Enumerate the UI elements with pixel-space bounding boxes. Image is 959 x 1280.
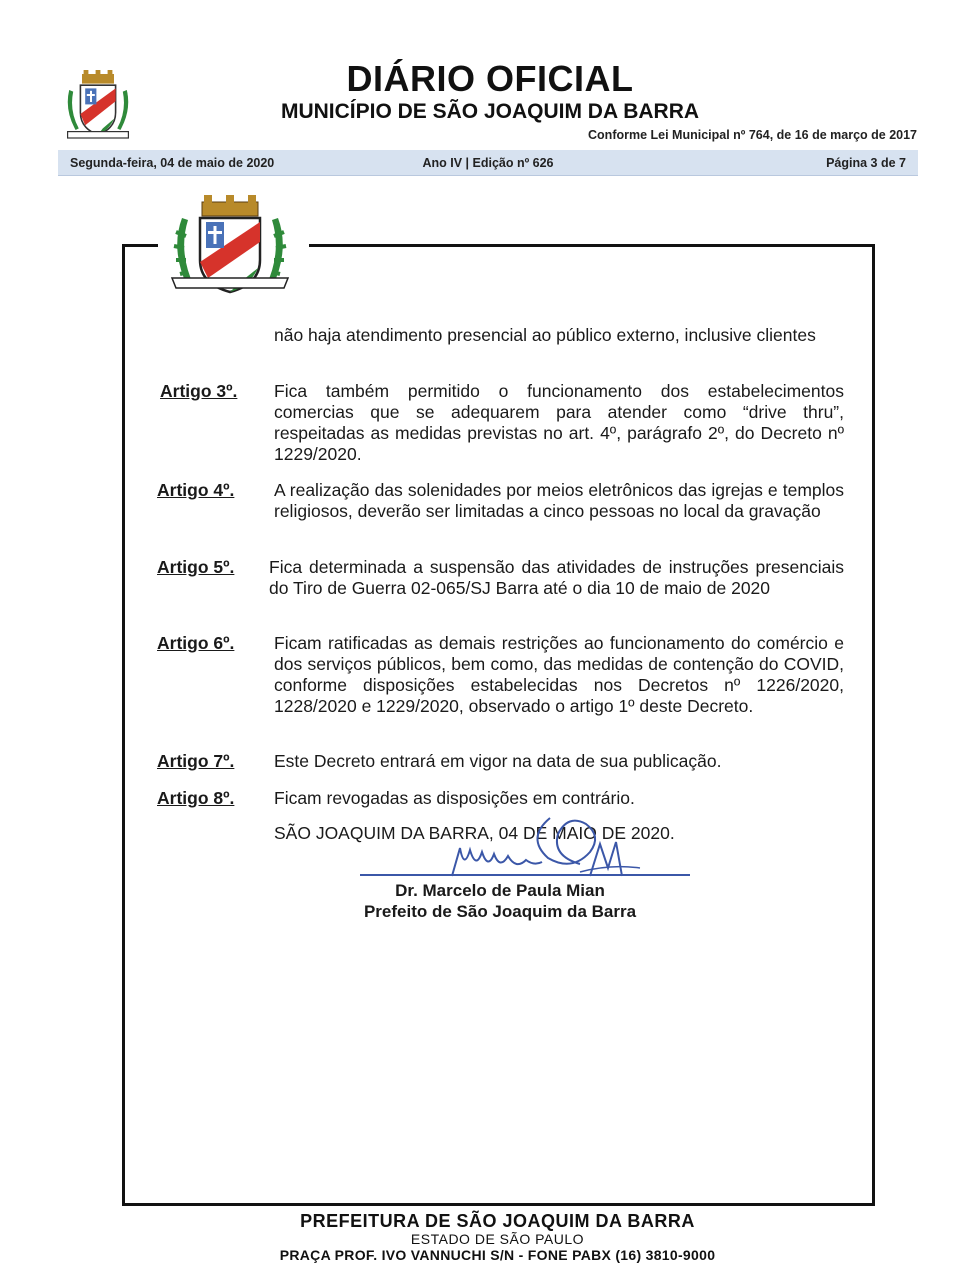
frame-border (309, 244, 875, 247)
article-label: Artigo 4º. (157, 480, 235, 500)
publication-date: Segunda-feira, 04 de maio de 2020 (70, 156, 275, 170)
frame-border (122, 244, 125, 1206)
article-label: Artigo 7º. (157, 751, 235, 771)
signer-role: Prefeito de São Joaquim da Barra (363, 902, 637, 921)
journal-title: DIÁRIO OFICIAL (346, 58, 634, 99)
footer-institution: PREFEITURA DE SÃO JOAQUIM DA BARRA (300, 1211, 695, 1231)
article-text: Ficam revogadas as disposições em contrário. (274, 788, 635, 808)
signature-line (360, 874, 690, 876)
footer-address: PRAÇA PROF. IVO VANNUCHI S/N - FONE PABX (16) 3810-9000 (279, 1247, 716, 1263)
municipality-name: MUNICÍPIO DE SÃO JOAQUIM DA BARRA (280, 100, 700, 123)
legal-basis: Conforme Lei Municipal nº 764, de 16 de março de 2017 (588, 128, 917, 142)
article-text: Este Decreto entrará em vigor na data de sua publicação. (274, 751, 722, 771)
page-number: Página 3 de 7 (826, 156, 906, 170)
article-text: Fica também permitido o funcionamento dos estabelecimentos comercias que se adequarem para atender como “drive thru”, respeitadas as medidas previstas no art. 4º, parágrafo 2º, do Decreto nº 1229/2020. (274, 381, 844, 464)
frame-border (122, 1203, 875, 1206)
signer-block (300, 880, 700, 922)
place-and-date: SÃO JOAQUIM DA BARRA, 04 DE MAIO DE 2020. (274, 823, 675, 843)
edition-number: Ano IV | Edição nº 626 (422, 156, 554, 170)
frame-border (872, 244, 875, 1206)
article-label: Artigo 3º. (160, 381, 238, 401)
article-text: Fica determinada a suspensão das atividades de instruções presenciais do Tiro de Guerra 02-065/SJ Barra até o dia 10 de maio de 2020 (269, 557, 844, 598)
municipal-crest-small-icon (58, 66, 138, 146)
municipal-crest-large-icon (168, 192, 292, 304)
article-label: Artigo 5º. (157, 557, 235, 577)
footer-state: ESTADO DE SÃO PAULO (410, 1231, 585, 1247)
signer-name: Dr. Marcelo de Paula Mian (395, 881, 605, 900)
article-label: Artigo 6º. (157, 633, 235, 653)
paragraph-continuation: não haja atendimento presencial ao público externo, inclusive clientes (274, 325, 816, 345)
article-label: Artigo 8º. (157, 788, 235, 808)
article-text: Ficam ratificadas as demais restrições ao funcionamento do comércio e dos serviços públicos, bem como, das medidas de contenção do COVID, conforme disposições estabelecidas nos Decretos nº 1226/2020, 1228/2020 e 1229/2020, observado o artigo 1º deste Decreto. (274, 633, 844, 716)
edition-band (58, 150, 918, 176)
article-text: A realização das solenidades por meios eletrônicos das igrejas e templos religiosos, deverão ser limitadas a cinco pessoas no local da gravação (274, 480, 844, 521)
frame-border (122, 244, 158, 247)
